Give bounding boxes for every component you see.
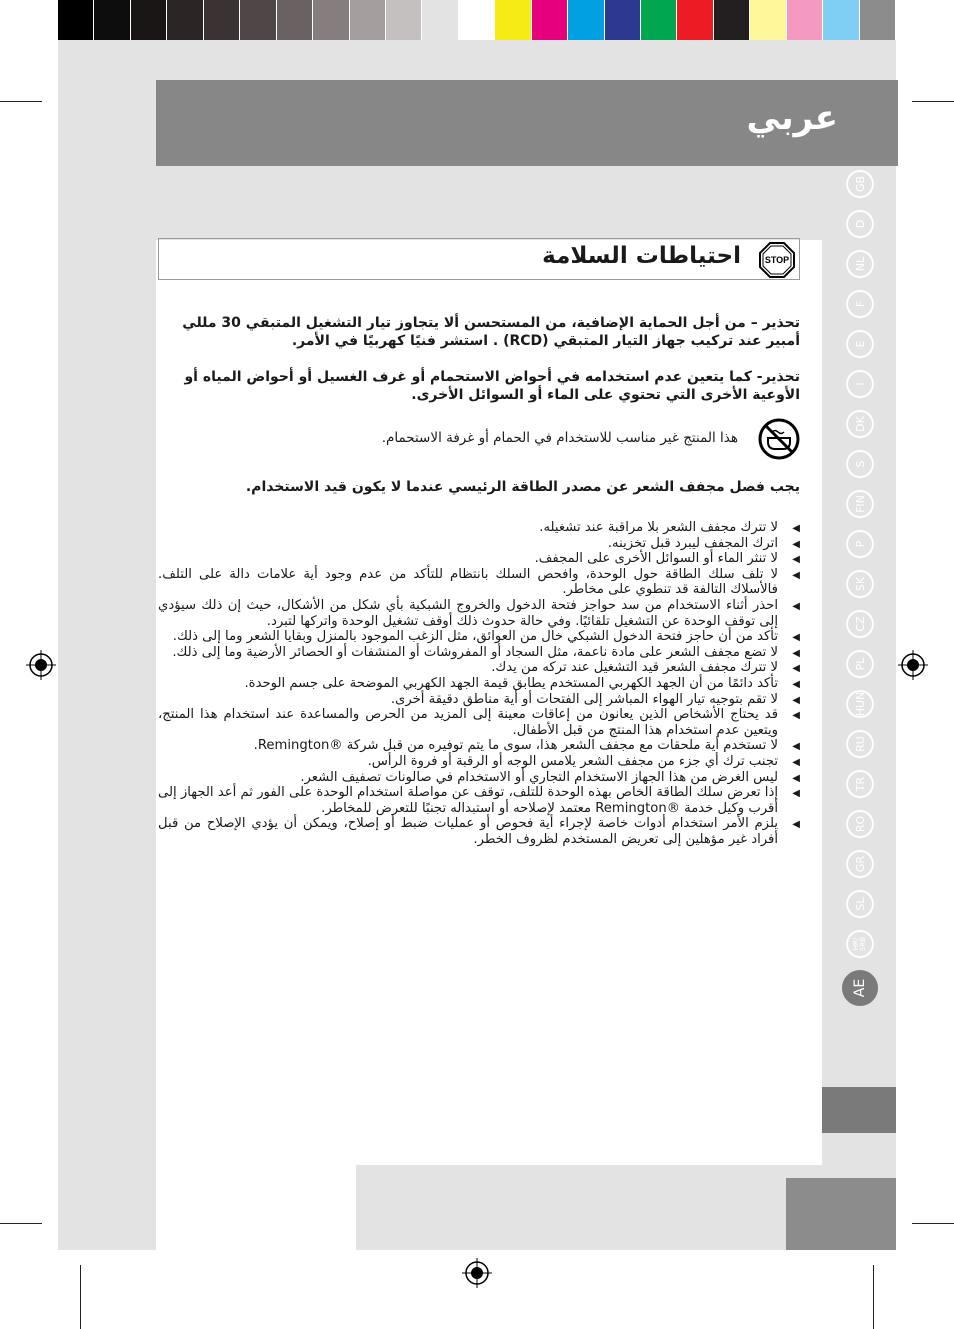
color-swatch — [313, 0, 349, 40]
safety-list-item: ◀ لا تترك مجفف الشعر قيد التشغيل عند تركه من يدك. — [158, 660, 800, 676]
crop-mark — [912, 101, 954, 102]
language-tab-i[interactable]: I — [846, 370, 874, 398]
color-swatch — [240, 0, 276, 40]
crop-mark — [873, 1265, 874, 1329]
language-tab-ro[interactable]: RO — [846, 810, 874, 838]
color-swatch — [568, 0, 604, 40]
language-tab-nl[interactable]: NL — [846, 250, 874, 278]
color-swatch — [350, 0, 386, 40]
language-tab-sl[interactable]: SL — [846, 890, 874, 918]
language-tab-gr[interactable]: GR — [846, 850, 874, 878]
safety-list-item: ◀ لا تستخدم أية ملحقات مع مجفف الشعر هذا، سوى ما يتم توفيره من قبل شركة ®Remington. — [158, 738, 800, 754]
safety-list-item: ◀ اترك المجفف ليبرد قبل تخزينه. — [158, 536, 800, 552]
color-swatch — [459, 0, 495, 40]
color-swatch — [167, 0, 203, 40]
color-swatch — [495, 0, 531, 40]
section-header — [158, 238, 800, 280]
color-swatch — [605, 0, 641, 40]
crop-mark — [80, 1265, 81, 1329]
page-title: عربي — [746, 98, 838, 138]
language-tab-hrsrb[interactable]: HR/ SRB — [846, 930, 874, 958]
language-tab-e[interactable]: E — [846, 330, 874, 358]
warning-water: تحذير- كما يتعين عدم استخدامه في أحواض الاستحمام أو غرف الغسيل أو أحواض المياه أو الأوعية الأخرى التي تحتوي على الماء أو السوائل الأخرى. — [184, 369, 800, 403]
language-tab-ae[interactable]: AE — [842, 970, 878, 1006]
safety-list-item: ◀ قد يحتاج الأشخاص الذين يعانون من إعاقات معينة إلى المزيد من الحرص والمساعدة عند استخدام هذا المنتج، ويتعين عدم استخدام هذا المنتج من قبل الأطفال. — [158, 707, 800, 738]
color-swatch — [204, 0, 240, 40]
safety-list-item: ◀ ليس الغرض من هذا الجهاز الاستخدام التجاري أو الاستخدام في صالونات تصفيف الشعر. — [158, 770, 800, 786]
page-frame-left — [58, 40, 156, 1250]
color-swatch — [714, 0, 750, 40]
language-tab-s[interactable]: S — [846, 450, 874, 478]
color-swatch — [94, 0, 130, 40]
section-title: احتياطات السلامة — [542, 243, 741, 269]
language-tab-sk[interactable]: SK — [846, 570, 874, 598]
color-swatch — [860, 0, 896, 40]
unplug-warning: يجب فصل مجفف الشعر عن مصدر الطاقة الرئيسي عندما لا يكون قيد الاستخدام. — [245, 479, 800, 495]
crop-mark — [912, 1223, 954, 1224]
language-tab-tr[interactable]: TR — [846, 770, 874, 798]
language-tab-dk[interactable]: DK — [846, 410, 874, 438]
page-number-box — [786, 1178, 896, 1250]
safety-list-item: ◀ يلزم الأمر استخدام أدوات خاصة لإجراء أية فحوص أو عمليات ضبط أو إصلاح، ويمكن أن يؤدي الإصلاح من قبل أفراد غير مؤهلين إلى تعريض المستخدم لظروف الخطر. — [158, 816, 800, 847]
safety-list-item: ◀ احذر أثناء الاستخدام من سد حواجز فتحة الدخول والخروج الشبكية بأي شكل من الأشكال، حيث إن ذلك سيؤدي إلى توقف الوحدة عن التشغيل تلقائيًا. وفي حالة حدوث ذلك أوقف تشغيل الوحدة واتركها لتبرد. — [158, 598, 800, 629]
main-content — [158, 238, 800, 847]
registration-mark-icon — [462, 1258, 492, 1288]
language-tab-f[interactable]: F — [846, 290, 874, 318]
bath-warning-row — [158, 426, 800, 466]
color-swatch — [131, 0, 167, 40]
safety-list-item: ◀ تجنب ترك أي جزء من مجفف الشعر يلامس الوجه أو الرقبة أو فروة الرأس. — [158, 754, 800, 770]
color-swatch — [532, 0, 568, 40]
footer-panel — [156, 1165, 356, 1250]
warning-rcd: تحذير – من أجل الحماية الإضافية، من المستحسن ألا يتجاوز تيار التشغيل المتبقي 30 مللي أمبير عند تركيب جهاز التيار المتبقي (RCD) . استشر فنيًا كهربيًا في الأمر. — [182, 315, 800, 349]
crop-mark — [0, 101, 42, 102]
safety-list-item: ◀ تأكد دائمًا من أن الجهد الكهربي المستخدم يطابق قيمة الجهد الكهربي الموضحة على جسم الوحدة. — [158, 676, 800, 692]
language-tab-cz[interactable]: CZ — [846, 610, 874, 638]
safety-list-item: ◀ إذا تعرض سلك الطاقة الخاص بهذه الوحدة للتلف، توقف عن مواصلة استخدام الوحدة على الفور ثم أعد الجهاز إلى أقرب وكيل خدمة ®Remington معتمد لإصلاحه أو استبداله تجنبًا للتعرض للمخاطر. — [158, 785, 800, 816]
registration-mark-icon — [898, 650, 928, 680]
bath-warning-text: هذا المنتج غير مناسب للاستخدام في الحمام أو غرفة الاستحمام. — [381, 430, 738, 446]
language-tabs — [826, 170, 894, 1018]
safety-list-item: ◀ تأكد من أن حاجز فتحة الدخول الشبكي خال من العوائق، مثل الزغب الموجود بالمنزل وبقايا الشعر وما إلى ذلك. — [158, 629, 800, 645]
crop-mark — [0, 1223, 42, 1224]
stop-sign-icon — [759, 242, 795, 278]
color-swatch — [422, 0, 458, 40]
language-tab-p[interactable]: P — [846, 530, 874, 558]
safety-list-item: ◀ لا تقم بتوجيه تيار الهواء المباشر إلى الفتحات أو أية مناطق دقيقة أخرى. — [158, 692, 800, 708]
safety-list — [158, 520, 800, 847]
safety-list-item: ◀ لا تلف سلك الطاقة حول الوحدة، وافحص السلك بانتظام للتأكد من عدم وجود أية علامات دالة على التلف. فالأسلاك التالفة قد تنطوي على مخاطر. — [158, 567, 800, 598]
language-tab-pl[interactable]: PL — [846, 650, 874, 678]
color-swatch — [386, 0, 422, 40]
safety-list-item: ◀ لا تترك مجفف الشعر بلا مراقبة عند تشغيله. — [158, 520, 800, 536]
safety-list-item: ◀ لا تنثر الماء أو السوائل الأخرى على المجفف. — [158, 551, 800, 567]
header-band — [156, 80, 898, 166]
printer-color-bar — [58, 0, 896, 40]
active-tab-background — [822, 1087, 896, 1133]
color-swatch — [641, 0, 677, 40]
color-swatch — [677, 0, 713, 40]
safety-list-item: ◀ لا تضع مجفف الشعر على مادة ناعمة، مثل السجاد أو المفروشات أو المنشفات أو الحصائر الأرضية وما إلى ذلك. — [158, 645, 800, 661]
color-swatch — [823, 0, 859, 40]
color-swatch — [787, 0, 823, 40]
language-tab-fin[interactable]: FIN — [846, 490, 874, 518]
registration-mark-icon — [26, 650, 56, 680]
no-bathtub-icon — [758, 418, 800, 460]
language-tab-hun[interactable]: HUN — [846, 690, 874, 718]
language-tab-gb[interactable]: GB — [846, 170, 874, 198]
language-tab-ru[interactable]: RU — [846, 730, 874, 758]
stop-label: STOP — [764, 255, 790, 265]
color-swatch — [58, 0, 94, 40]
language-tab-d[interactable]: D — [846, 210, 874, 238]
color-swatch — [750, 0, 786, 40]
color-swatch — [277, 0, 313, 40]
